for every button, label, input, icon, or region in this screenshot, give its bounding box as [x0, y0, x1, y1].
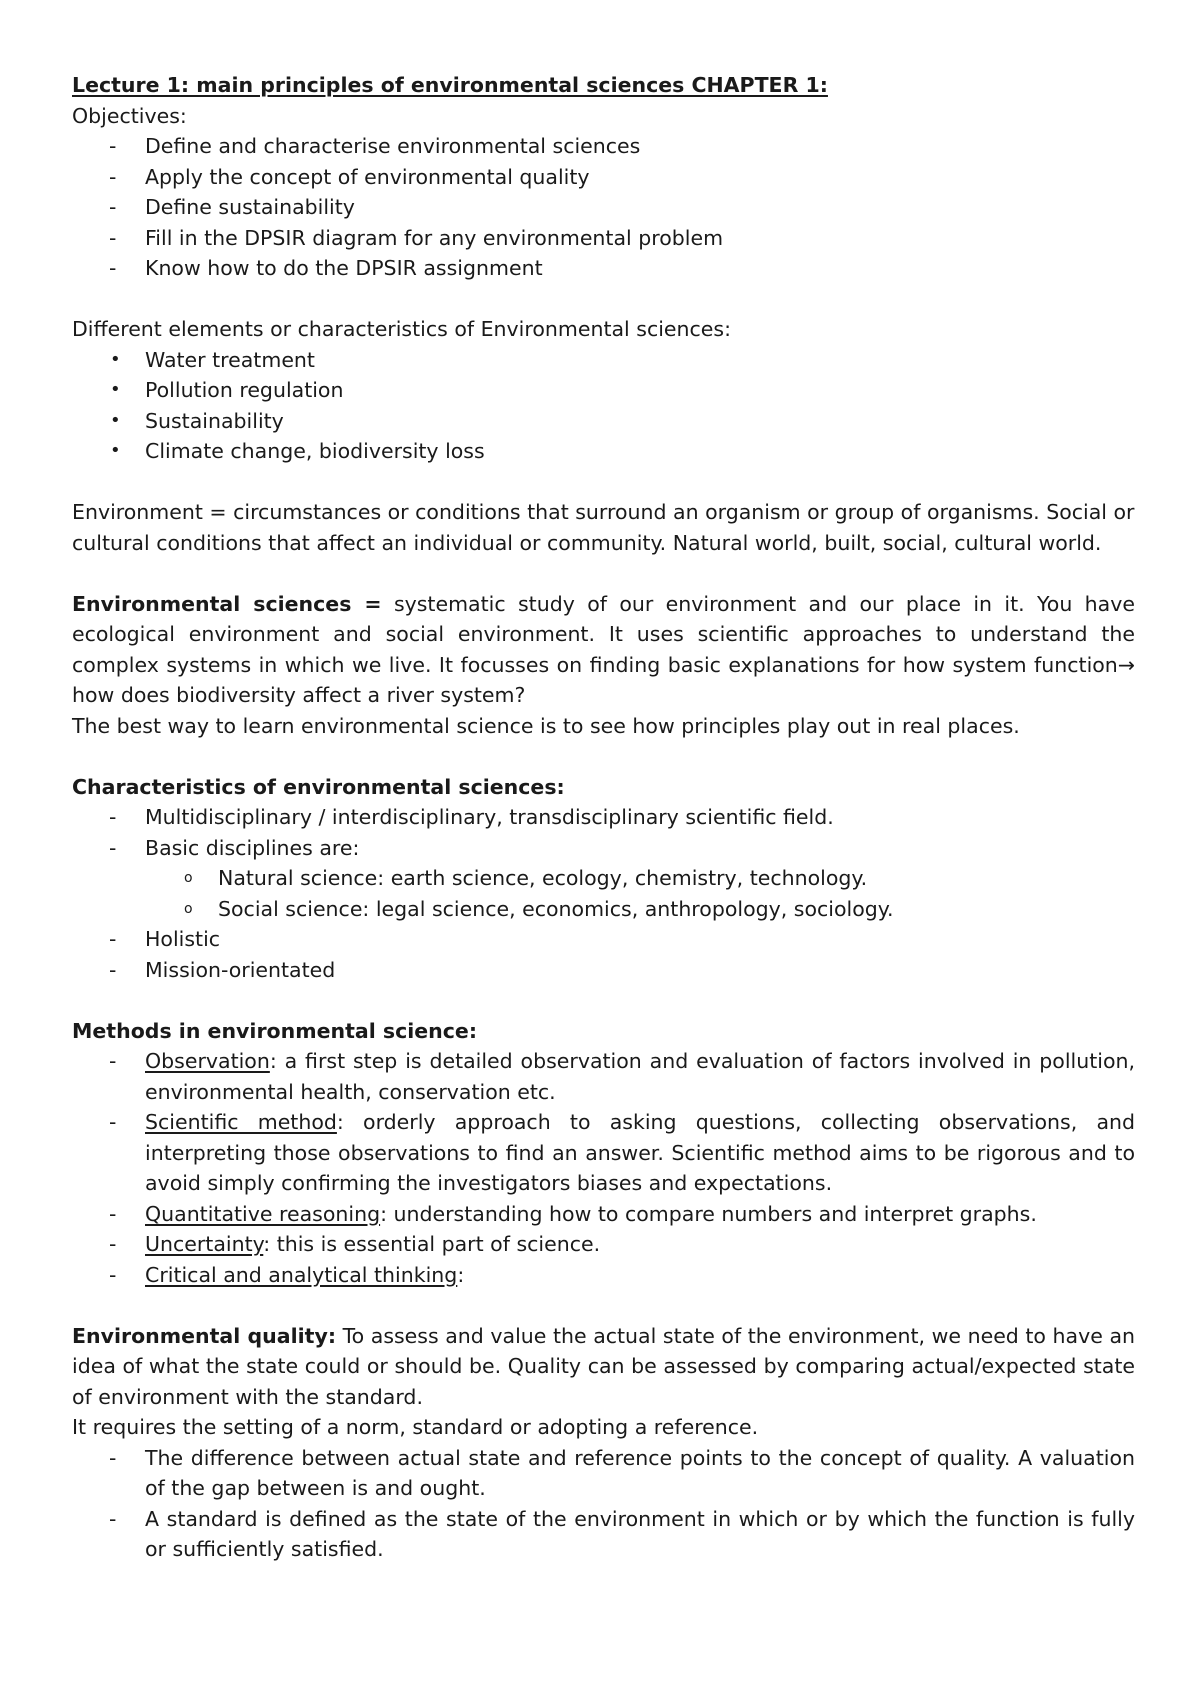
- dash-marker: -: [109, 195, 117, 219]
- sub-bullet-marker: o: [184, 870, 193, 886]
- dash-marker: -: [109, 1506, 117, 1531]
- list-item: - Uncertainty: this is essential part of science.: [72, 1229, 1135, 1260]
- quality-definition: Environmental quality: To assess and value the actual state of the environment, we need to have an idea of what the state could or should be. Quality can be assessed by comparing actual/expected state of environment with the standard.: [72, 1323, 1135, 1409]
- list-item: - Apply the concept of environmental quality: [72, 162, 1135, 193]
- list-item: - Define and characterise environmental sciences: [72, 131, 1135, 162]
- list-item: - Know how to do the DPSIR assignment: [72, 253, 1135, 284]
- envsci-best-way: The best way to learn environmental science is to see how principles play out in real places.: [72, 713, 1020, 738]
- list-item: - Quantitative reasoning: understanding how to compare numbers and interpret graphs.: [72, 1199, 1135, 1230]
- bullet-marker: •: [110, 409, 121, 431]
- list-item: • Climate change, biodiversity loss: [72, 436, 1135, 467]
- dash-marker: -: [109, 134, 117, 158]
- objectives-list: [72, 131, 1135, 284]
- method-term: Quantitative reasoning: [145, 1201, 381, 1226]
- dash-marker: -: [109, 1049, 117, 1073]
- characteristics-heading: Characteristics of environmental sciences:: [72, 774, 565, 799]
- list-item: • Pollution regulation: [72, 375, 1135, 406]
- dash-marker: -: [109, 225, 117, 250]
- list-item: - Scientific method: orderly approach to asking questions, collecting observations, and interpreting those observations to find an answer. Scientific method aims to be rigorous and to avoid simply confirming the investigators biases and expectations.: [72, 1107, 1135, 1199]
- bullet-marker: •: [110, 348, 121, 370]
- bullet-marker: •: [110, 440, 121, 461]
- envsci-definition: Environmental sciences = systematic study of our environment and our place in it. You have ecological environment and social environment. It uses scientific approaches to understand the complex systems in which we live. It focusses on finding basic explanations for how system function→ how does biodiversity affect a river system?: [72, 591, 1135, 707]
- dash-marker: -: [109, 805, 117, 829]
- characteristics-list: [72, 802, 1135, 985]
- objectives-label: Objectives:: [72, 103, 187, 128]
- sub-list-item: o Natural science: earth science, ecology, chemistry, technology.: [72, 863, 1135, 894]
- list-item: - Fill in the DPSIR diagram for any environmental problem: [72, 223, 1135, 254]
- quality-term: Environmental quality:: [72, 1323, 337, 1348]
- envsci-term: Environmental sciences =: [72, 591, 382, 616]
- elements-heading: Different elements or characteristics of Environmental sciences:: [72, 317, 731, 341]
- dash-marker: -: [109, 927, 117, 951]
- sub-list-item: o Social science: legal science, economics, anthropology, sociology.: [72, 894, 1135, 925]
- quality-list: [72, 1443, 1135, 1565]
- sub-bullet-marker: o: [184, 900, 193, 917]
- environment-definition: Environment = circumstances or conditions that surround an organism or group of organisms. Social or cultural conditions that affect an individual or community. Natural world, built, social, cultural world.: [72, 500, 1135, 555]
- list-item: - Define sustainability: [72, 192, 1135, 223]
- method-term: Uncertainty: [145, 1232, 264, 1256]
- list-item: - Basic disciplines are:: [72, 833, 1135, 864]
- dash-marker: -: [109, 835, 117, 860]
- list-item: - Observation: a first step is detailed observation and evaluation of factors involved in pollution, environmental health, conservation etc.: [72, 1046, 1135, 1107]
- list-item: - A standard is defined as the state of the environment in which or by which the function is fully or sufficiently satisfied.: [72, 1504, 1135, 1565]
- method-term: Scientific method: [145, 1110, 337, 1134]
- list-item: • Sustainability: [72, 406, 1135, 437]
- dash-marker: -: [109, 1110, 117, 1134]
- page-title: Lecture 1: main principles of environmental sciences CHAPTER 1:: [72, 73, 828, 97]
- list-item: - Critical and analytical thinking:: [72, 1260, 1135, 1291]
- list-item: • Water treatment: [72, 345, 1135, 376]
- elements-list: [72, 345, 1135, 467]
- method-term: Observation: [145, 1049, 270, 1073]
- list-item: - Mission-orientated: [72, 955, 1135, 986]
- document-page: [72, 70, 1135, 1565]
- dash-marker: -: [109, 957, 117, 982]
- dash-marker: -: [109, 1445, 117, 1470]
- methods-heading: Methods in environmental science:: [72, 1018, 478, 1043]
- list-item: - Multidisciplinary / interdisciplinary, transdisciplinary scientific field.: [72, 802, 1135, 833]
- dash-marker: -: [109, 1262, 117, 1287]
- methods-list: [72, 1046, 1135, 1290]
- arrow-icon: →: [1117, 652, 1135, 677]
- list-item: - The difference between actual state and reference points to the concept of quality. A valuation of the gap between is and ought.: [72, 1443, 1135, 1504]
- method-term: Critical and analytical thinking: [145, 1262, 458, 1287]
- bullet-marker: •: [110, 379, 121, 400]
- dash-marker: -: [109, 1201, 117, 1226]
- dash-marker: -: [109, 1232, 117, 1256]
- quality-norm: It requires the setting of a norm, standard or adopting a reference.: [72, 1415, 759, 1439]
- list-item: - Holistic: [72, 924, 1135, 955]
- dash-marker: -: [109, 164, 117, 189]
- dash-marker: -: [109, 256, 117, 280]
